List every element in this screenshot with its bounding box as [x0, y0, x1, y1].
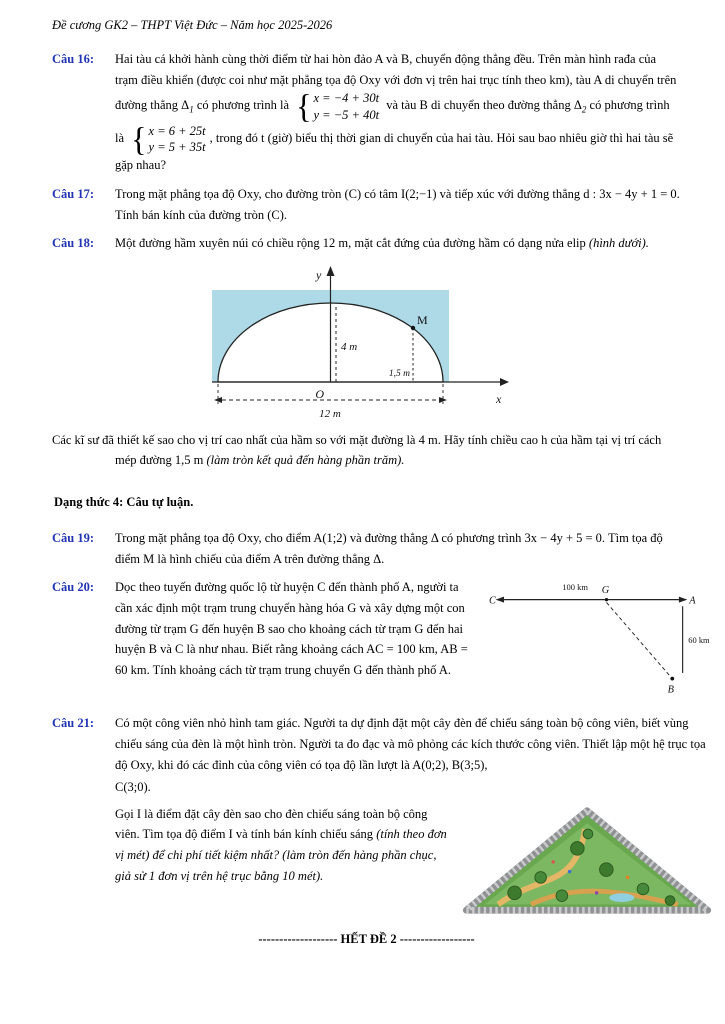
- equation-system-delta2: [131, 119, 206, 158]
- question-16: [52, 49, 681, 176]
- question-18-body: [115, 233, 681, 254]
- point-a-label: A: [689, 595, 696, 607]
- question-19: [52, 528, 681, 569]
- q16-sys1-line1: x = −4 + 30t: [313, 91, 380, 106]
- question-17-label: Câu 17:: [52, 186, 95, 201]
- q16-text-5: , trong đó t (giờ) biểu thị thời gian di chuyển của hai tàu. Hỏi sau bao nhiêu giờ thì hai tàu sẽ gặp nhau?: [115, 130, 674, 173]
- question-18-label: Câu 18:: [52, 236, 95, 251]
- q16-text-2: có phương trình là: [193, 98, 290, 113]
- question-21-label: Câu 21:: [52, 716, 95, 731]
- park-pond: [609, 893, 634, 902]
- point-b-dot: [670, 677, 674, 681]
- height-label: 4 m: [341, 340, 358, 353]
- section-4-heading: Dạng thức 4: Câu tự luận.: [54, 495, 194, 509]
- width-label: 12 m: [319, 407, 341, 420]
- x-axis-arrow: [500, 378, 509, 386]
- tunnel-ellipse-diagram: [210, 262, 510, 420]
- y-axis-arrow: [327, 266, 335, 276]
- q16-delta2-subscript: 2: [581, 104, 587, 115]
- point-g-label: G: [601, 585, 610, 597]
- question-19-body: Trong mặt phẳng tọa độ Oxy, cho điểm A(1;2) và đường thẳng Δ có phương trình 3x − 4y + 5 = 0. Tìm tọa độ điểm M là hình chiếu của điểm A trên đường thẳng Δ.: [115, 531, 663, 566]
- distance-60km-label: 60 km: [688, 635, 710, 646]
- doc-header: Đề cương GK2 – THPT Việt Đức – Năm học 2025-2026: [52, 18, 333, 32]
- q20-text: Dọc theo tuyến đường quốc lộ từ huyện C đến thành phố A, người ta cần xác định một trạm trung chuyển hàng hóa G và xây dựng một con đường từ trạm G đến huyện B sao cho khoảng cách từ trạm G đến hai huyện B và C là như nhau. Biết rằng khoảng cách AC = 100 km, AB = 60 km. Tính khoảng cách từ trạm trung chuyển G đến thành phố A.: [115, 580, 468, 677]
- point-c-label: C: [489, 595, 496, 607]
- offset-label: 1,5 m: [388, 368, 410, 379]
- q21-text-3: [115, 804, 447, 887]
- question-16-label: Câu 16:: [52, 52, 95, 66]
- point-g-dot: [605, 598, 608, 601]
- distance-100km-label: 100 km: [562, 582, 588, 593]
- x-axis-label: x: [496, 391, 502, 406]
- q16-text-4: có phương trình là: [115, 98, 670, 145]
- q16-delta1-subscript: 1: [189, 104, 194, 115]
- route-diagram: [489, 577, 724, 705]
- q21-bottom-row: [115, 804, 713, 916]
- question-17-body: Trong mặt phẳng tọa độ Oxy, cho đường tròn (C) có tâm I(2;−1) và tiếp xúc với đường thẳng d : 3x − 4y + 1 = 0. Tính bán kính của đường tròn (C).: [115, 186, 680, 222]
- question-19-label: Câu 19:: [52, 531, 95, 545]
- q16-sys1-line2: y = −5 + 40t: [313, 107, 380, 122]
- point-m-label: M: [417, 312, 428, 327]
- q21-italic-note: (tính theo đơn vị mét) để chi phí tiết kiệm nhất? (làm tròn đến hàng phần chục, giả sử 1 đơn vị trên hệ trục bằng 10 mét).: [115, 827, 447, 883]
- q18-note-italic: (hình dưới).: [588, 236, 649, 251]
- road-arrow-right: [679, 597, 687, 603]
- end-of-exam-marker: ------------------- HẾT ĐỀ 2 ------------------: [258, 931, 475, 946]
- question-17: [52, 184, 681, 225]
- gb-dashed-line: [607, 603, 672, 678]
- q18-text-1: Một đường hầm xuyên núi có chiều rộng 12 m, mặt cắt đứng của đường hầm có dạng nửa elip: [115, 236, 586, 251]
- q16-text-3: và tàu B di chuyển theo đường thẳng Δ: [386, 98, 582, 113]
- question-18: [52, 233, 681, 254]
- road-arrow-left: [496, 597, 504, 603]
- question-20-label: Câu 20:: [52, 580, 95, 595]
- q21-text-2: C(3;0).: [115, 780, 151, 795]
- question-16-body: [115, 49, 681, 176]
- q16-sys2-line1: x = 6 + 25t: [148, 123, 206, 138]
- point-b-label: B: [667, 684, 674, 696]
- question-20-body: [115, 577, 724, 705]
- left-brace: {: [296, 87, 312, 125]
- question-20: [52, 577, 710, 705]
- q21-question-text: Gọi I là điểm đặt cây đèn sao cho đèn chiếu sáng toàn bộ công viên. Tìm tọa độ điểm I và tính bán kính chiếu sáng: [115, 806, 428, 842]
- q18-rounding-note: (làm tròn kết quả đến hàng phần trăm).: [206, 453, 405, 468]
- origin-label: O: [315, 386, 324, 401]
- question-21-body: [115, 713, 713, 916]
- q16-sys2-line2: y = 5 + 35t: [148, 140, 206, 154]
- q16-text-1: Hai tàu cá khởi hành cùng thời điểm từ hai hòn đảo A và B, chuyển động thẳng đều. Trên màn hình rađa của trạm điều khiển (được coi như mặt phẳng tọa độ Oxy với đơn vị trên hai trục tính theo km), tàu A di chuyển trên đường thẳng Δ: [115, 52, 677, 113]
- equation-system-delta1: [296, 87, 380, 125]
- park-illustration: [461, 804, 713, 916]
- left-brace: {: [131, 119, 147, 158]
- q21-text-1: Có một công viên nhỏ hình tam giác. Người ta dự định đặt một cây đèn để chiếu sáng toàn bộ công viên, biết vùng chiếu sáng của đèn là một hình tròn. Người ta đo đạc và mô phỏng các kích thước công viên. Thiết lập một hệ trục tọa độ Oxy, khi đó các đỉnh của công viên có tọa độ lần lượt là A(0;2), B(3;5),: [115, 716, 706, 772]
- question-18-continuation: [52, 430, 681, 471]
- q18-text-2: Các kĩ sư đã thiết kế sao cho vị trí cao nhất của hầm so với mặt đường là 4 m. Hãy tính chiều cao h của hầm tại vị trí cách mép đường 1,5 m: [52, 432, 662, 468]
- y-axis-label: y: [316, 267, 322, 282]
- question-21: [52, 713, 706, 916]
- tunnel-diagram-container: [210, 262, 681, 424]
